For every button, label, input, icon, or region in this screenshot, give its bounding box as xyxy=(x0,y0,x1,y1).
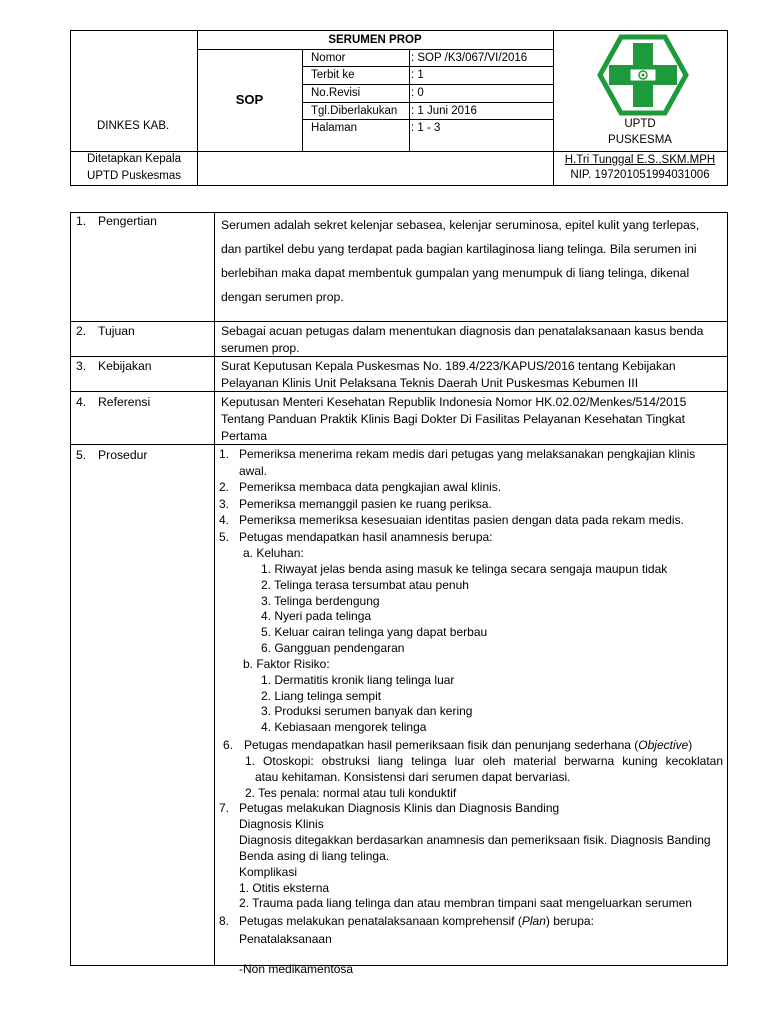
header-divider xyxy=(197,49,553,50)
puskesmas-logo-icon xyxy=(596,33,690,122)
step-text-part: Petugas mendapatkan hasil pemeriksaan fisik dan penunjang sederhana ( xyxy=(244,737,639,752)
ditetapkan-line1: Ditetapkan Kepala xyxy=(87,153,181,165)
text-line: 1. Otoskopi: obstruksi liang telinga luar oleh material berwarna kuning kecoklatan xyxy=(245,753,723,768)
list-item: 3. Telinga berdengung xyxy=(261,593,380,608)
meta-label: Nomor xyxy=(311,52,346,64)
step-text: Pemeriksa memeriksa kesesuaian identitas pasien dengan data pada rekam medis. xyxy=(239,513,684,527)
list-item: 2. Liang telinga sempit xyxy=(261,688,382,703)
text-line: Serumen adalah sekret kelenjar sebasea, kelenjar seruminosa, epitel kulit yang terlepas, xyxy=(221,218,700,232)
header-divider xyxy=(302,49,303,151)
header-table xyxy=(70,30,728,186)
doc-title: SERUMEN PROP xyxy=(328,34,422,46)
step7-detail xyxy=(219,817,724,912)
keluhan-list xyxy=(219,562,724,657)
header-divider xyxy=(302,102,553,103)
list-item: 1. Dermatitis kronik liang telinga luar xyxy=(261,672,455,687)
list-item: 4. Nyeri pada telinga xyxy=(261,609,372,624)
step-text xyxy=(244,738,692,754)
list-item: 4. Kebiasaan mengorek telinga xyxy=(261,720,427,735)
step-text: Pemeriksa membaca data pengkajian awal klinis. xyxy=(239,480,502,494)
procedure-step xyxy=(219,801,724,817)
section-number: 3. xyxy=(76,359,87,373)
procedure-step xyxy=(219,914,724,932)
keluhan-label: a. Keluhan: xyxy=(243,546,304,560)
text-line: Diagnosis ditegakkan berdasarkan anamnesis dan pemeriksaan fisik. Diagnosis Banding xyxy=(239,833,711,848)
column-divider xyxy=(214,213,215,965)
step-text xyxy=(239,914,594,930)
step-text: awal. xyxy=(239,463,268,478)
header-divider xyxy=(409,49,410,151)
text-line: Keputusan Menteri Kesehatan Republik Indonesia Nomor HK.02.02/Menkes/514/2015 xyxy=(221,395,687,409)
step-text: Pemeriksa menerima rekam medis dari petugas yang melaksanakan pengkajian klinis xyxy=(239,447,696,461)
meta-label: Terbit ke xyxy=(311,69,355,81)
row-divider xyxy=(71,321,727,322)
pengertian-text xyxy=(221,213,699,309)
list-item: 6. Gangguan pendengaran xyxy=(261,640,405,655)
text-line: 2. Tes penala: normal atau tuli konduktif xyxy=(245,785,457,800)
procedure-step xyxy=(219,497,724,514)
header-divider xyxy=(302,84,553,85)
procedure-step xyxy=(219,530,724,547)
text-line: Komplikasi xyxy=(239,864,298,879)
text-line: dengan serumen prop. xyxy=(221,290,344,304)
risiko-list xyxy=(219,673,724,736)
procedure-step xyxy=(219,447,724,464)
section-label: Kebijakan xyxy=(98,359,152,373)
list-item: 1. Riwayat jelas benda asing masuk ke telinga secara sengaja maupun tidak xyxy=(261,562,668,576)
meta-value: : SOP /K3/067/VI/2016 xyxy=(411,52,528,64)
procedure-step xyxy=(219,513,724,530)
step-number: 6. xyxy=(223,737,234,752)
referensi-text xyxy=(221,394,686,445)
text-line: Pertama xyxy=(221,429,268,443)
section-number: 1. xyxy=(76,214,87,228)
section-label: Referensi xyxy=(98,395,151,409)
step-text: Pemeriksa memanggil pasien ke ruang periksa. xyxy=(239,496,492,511)
text-line: 2. Trauma pada liang telinga dan atau membran timpani saat mengeluarkan serumen xyxy=(239,896,692,911)
org-name-left: DINKES KAB. xyxy=(97,120,170,132)
step-text: Petugas melakukan Diagnosis Klinis dan Diagnosis Banding xyxy=(239,801,560,816)
risiko-label: b. Faktor Risiko: xyxy=(243,656,330,671)
org-name-right-line1: UPTD xyxy=(624,118,656,130)
procedure-step xyxy=(219,464,724,481)
text-line: -Non medikamentosa xyxy=(239,962,354,977)
step-number: 5. xyxy=(219,529,230,544)
step-text-italic: Objective xyxy=(638,737,689,752)
text-line: Tentang Panduan Praktik Klinis Bagi Dokter Di Fasilitas Pelayanan Kesehatan Tingkat xyxy=(221,412,686,426)
list-item: 5. Keluar cairan telinga yang dapat berbau xyxy=(261,625,488,640)
header-divider xyxy=(302,119,553,120)
text-line: Sebagai acuan petugas dalam menentukan diagnosis dan penatalaksanaan kasus benda xyxy=(221,324,704,338)
step-number: 4. xyxy=(219,513,230,527)
text-line: Benda asing di liang telinga. xyxy=(239,848,390,863)
meta-value: : 1 - 3 xyxy=(411,122,441,134)
step6-detail xyxy=(219,754,723,801)
kebijakan-text xyxy=(221,358,676,392)
text-line: berlebihan maka dapat membentuk gumpalan yang menumpuk di liang telinga, dikenal xyxy=(221,266,690,280)
text-line: Diagnosis Klinis xyxy=(239,817,324,832)
header-divider xyxy=(302,66,553,67)
text-line: Surat Keputusan Kepala Puskesmas No. 189.4/223/KAPUS/2016 tentang Kebijakan xyxy=(221,359,676,373)
signer-nip: NIP. 197201051994031006 xyxy=(570,169,710,181)
text-line: atau kehitaman. Konsistensi dari serumen dapat bervariasi. xyxy=(255,769,571,784)
section-label: Tujuan xyxy=(98,324,135,338)
step-text-part: Petugas melakukan penatalaksanaan komprehensif ( xyxy=(239,914,522,929)
text-line: dan partikel debu yang terdapat pada bagian kartilaginosa liang telinga. Bila serumen ini xyxy=(221,242,697,256)
procedure-step xyxy=(219,738,724,754)
step-text-italic: Plan xyxy=(521,914,546,929)
meta-label: Halaman xyxy=(311,122,358,134)
section-number: 4. xyxy=(76,395,87,409)
text-line: 1. Otitis eksterna xyxy=(239,880,330,895)
ditetapkan-line2: UPTD Puskesmas xyxy=(87,170,181,182)
header-divider xyxy=(197,31,198,185)
section-number: 5. xyxy=(76,448,87,462)
step-text-part: ) berupa: xyxy=(545,914,594,929)
meta-label: Tgl.Diberlakukan xyxy=(311,105,398,117)
step-number: 7. xyxy=(219,801,230,816)
step-number: 3. xyxy=(219,496,230,511)
prosedur-content xyxy=(219,447,724,978)
step-text: Petugas mendapatkan hasil anamnesis berupa: xyxy=(239,529,493,544)
tujuan-text xyxy=(221,323,703,357)
meta-value: : 1 Juni 2016 xyxy=(411,105,477,117)
section-number: 2. xyxy=(76,324,87,338)
signer-name: H.Tri Tunggal E.S.,SKM.MPH xyxy=(564,154,716,166)
text-line: serumen prop. xyxy=(221,341,300,355)
step-number: 2. xyxy=(219,480,230,494)
step-number: 1. xyxy=(219,447,230,461)
procedure-step xyxy=(219,480,724,497)
section-label: Pengertian xyxy=(98,214,157,228)
meta-label: No.Revisi xyxy=(311,87,361,99)
step-number: 8. xyxy=(219,914,230,929)
org-name-right-line2: PUSKESMA xyxy=(608,134,672,146)
meta-value: : 1 xyxy=(411,69,424,81)
meta-value: : 0 xyxy=(411,87,424,99)
text-line: Pelayanan Klinis Unit Pelaksana Teknis Daerah Unit Puskesmas Kebumen III xyxy=(221,376,639,390)
doc-type: SOP xyxy=(235,92,264,107)
sop-content-table xyxy=(70,212,728,977)
list-item: 3. Produksi serumen banyak dan kering xyxy=(261,704,473,719)
text-line: Penatalaksanaan xyxy=(239,932,332,947)
section-label: Prosedur xyxy=(98,448,148,462)
step-text-part: ) xyxy=(688,737,693,752)
list-item: 2. Telinga terasa tersumbat atau penuh xyxy=(261,577,469,592)
